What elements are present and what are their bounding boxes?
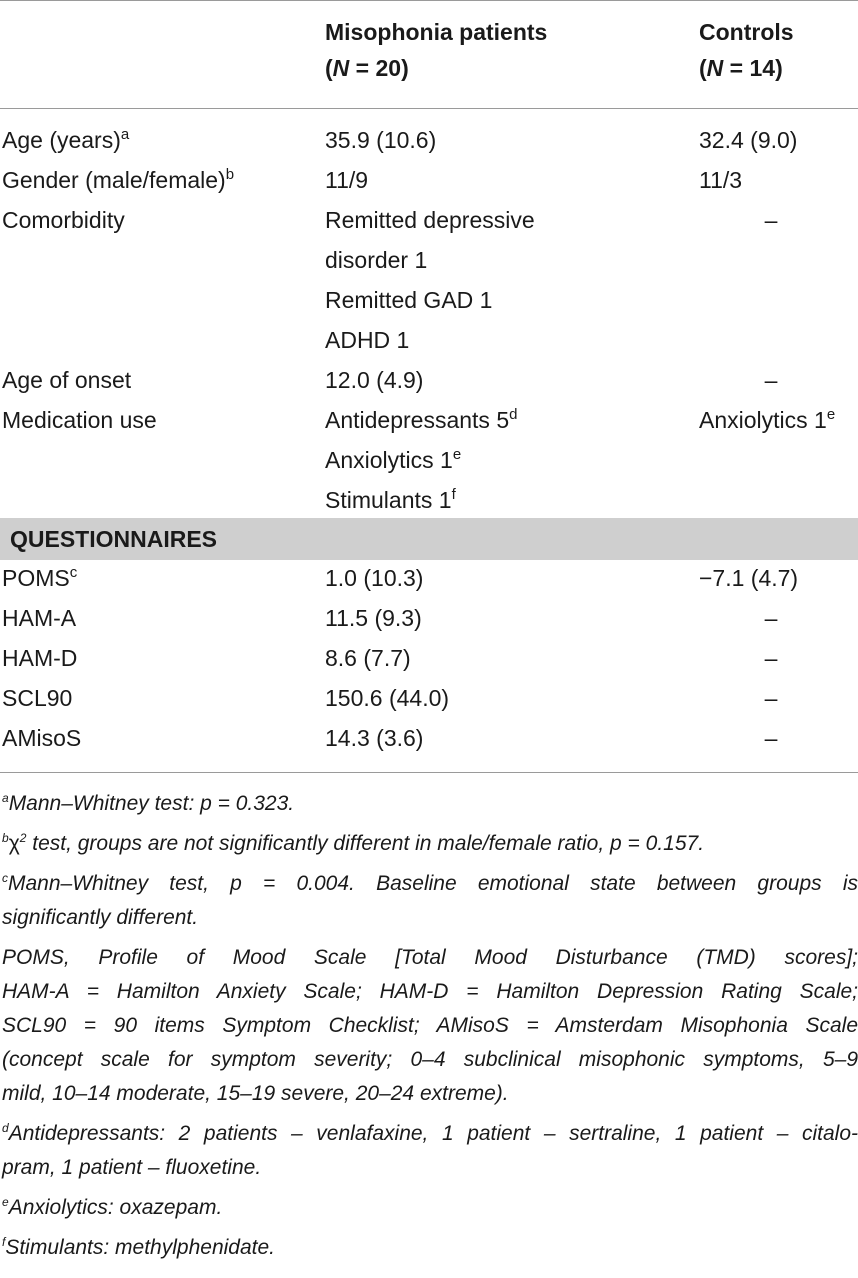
row-comorbidity-label: Comorbidity [2,207,125,233]
row-amisos-controls: – [764,725,778,751]
table-top-rule [0,0,858,1]
header-controls-n: (N = 14) [699,55,783,81]
row-age-label: Age (years)$^a$ [2,126,130,153]
footnote-b: $^b\chi^2$ test, groups are not significantly different in male/female ratio, p = 0.157. [2,831,705,855]
footnote-d-line: pram, 1 patient – fluoxetine. [2,1156,262,1179]
row-medication-controls: Anxiolytics 1e [699,406,836,433]
footnote-c-line: significantly different. [2,906,199,929]
row-age-patients: 35.9 (10.6) [325,127,437,153]
abbreviations-line: HAM-A = Hamilton Anxiety Scale; HAM-D = Hamilton Depression Rating Scale; [2,980,858,1003]
row-scl90-patients: 150.6 (44.0) [325,685,450,711]
footnote-e: $^e$Anxiolytics: oxazepam. [2,1195,223,1219]
row-hamd-label: HAM-D [2,645,78,671]
row-scl90-controls: – [764,685,778,711]
header-controls [699,14,794,86]
row-medication-label: Medication use [2,407,157,433]
abbreviations-line: POMS, Profile of Mood Scale [Total Mood Disturbance (TMD) scores]; [2,946,858,969]
footnote-a: $^a$Mann–Whitney test: p = 0.323. [2,791,295,815]
comorbidity-item: Remitted GAD 1 [325,287,493,313]
row-hama-label: HAM-A [2,605,77,631]
table-bottom-rule [0,772,858,773]
header-patients-title: Misophonia patients [325,19,548,45]
medication-item: Anxiolytics 1e [325,446,462,473]
medication-item: Stimulants 1$^f$ [325,486,456,513]
comorbidity-item: Remitted depressive [325,207,535,233]
row-hamd-controls: – [764,645,778,671]
abbreviations-line: SCL90 = 90 items Symptom Checklist; AMisoS = Amsterdam Misophonia Scale [2,1014,858,1037]
row-poms-controls: −7.1 (4.7) [699,565,799,591]
row-comorbidity-controls: – [764,207,778,233]
section-questionnaires [0,518,858,560]
row-hama-patients: 11.5 (9.3) [325,605,422,631]
row-age-controls: 32.4 (9.0) [699,127,798,153]
comorbidity-item: ADHD 1 [325,327,410,353]
comorbidity-item: disorder 1 [325,247,428,273]
footnote-f: $^f$Stimulants: methylphenidate. [2,1235,275,1259]
header-patients-n: (N = 20) [325,55,409,81]
row-hama-controls: – [764,605,778,631]
header-rule [0,108,858,109]
row-poms-label: POMS$^c$ [2,564,78,591]
row-poms-patients: 1.0 (10.3) [325,565,424,591]
row-onset-patients: 12.0 (4.9) [325,367,424,393]
row-onset-label: Age of onset [2,367,132,393]
abbreviations-line: (concept scale for symptom severity; 0–4 subclinical misophonic symptoms, 5–9 [2,1048,858,1071]
footnote-c-line: $^c$Mann–Whitney test, p = 0.004. Baseline emotional state between groups is [2,871,858,895]
row-hamd-patients: 8.6 (7.7) [325,645,411,671]
row-onset-controls: – [764,367,778,393]
header-controls-title: Controls [699,19,794,45]
row-scl90-label: SCL90 [2,685,73,711]
abbreviations-line: mild, 10–14 moderate, 15–19 severe, 20–24 extreme). [2,1082,509,1105]
row-gender-patients: 11/9 [325,167,369,193]
row-amisos-label: AMisoS [2,725,82,751]
row-amisos-patients: 14.3 (3.6) [325,725,424,751]
section-title: QUESTIONNAIRES [10,526,218,552]
row-gender-label: Gender (male/female)$^b$ [2,166,235,193]
header-patients [325,14,547,86]
footnote-d-line: $^d$Antidepressants: 2 patients – venlafaxine, 1 patient – sertraline, 1 patient – citalo- [2,1121,858,1145]
row-gender-controls: 11/3 [699,167,743,193]
medication-item: Antidepressants 5$^d$ [325,406,518,433]
